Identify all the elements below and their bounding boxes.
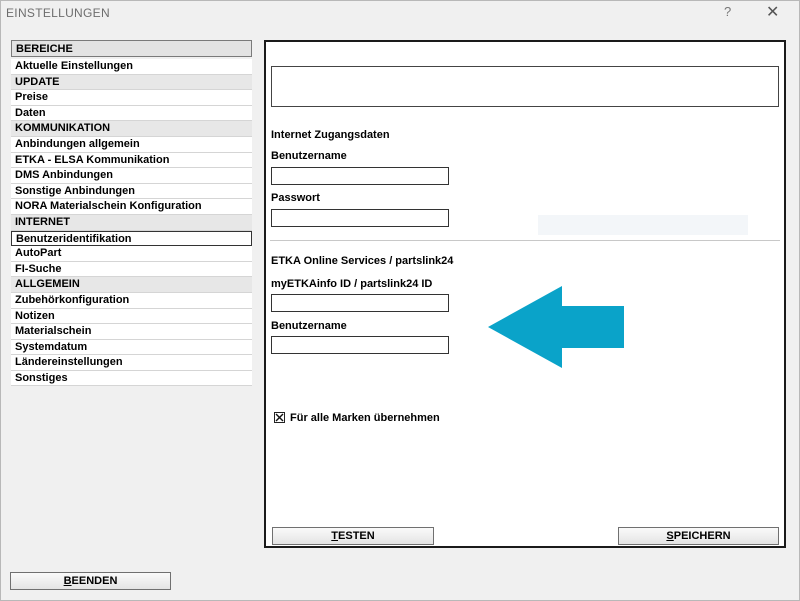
sidebar-item-benutzeridentifikation[interactable]: Benutzeridentifikation [11, 231, 252, 247]
sidebar-header-internet: INTERNET [11, 215, 252, 231]
test-button-label: ESTEN [338, 530, 375, 542]
save-button-mnemonic: S [666, 530, 674, 542]
exit-button[interactable] [10, 572, 171, 590]
sidebar-item-nora-materialschein-konfiguration[interactable]: NORA Materialschein Konfiguration [11, 199, 252, 215]
test-button-mnemonic: T [331, 530, 339, 542]
sidebar-item-daten[interactable]: Daten [11, 106, 252, 122]
sidebar-item-fi-suche[interactable]: FI-Suche [11, 262, 252, 278]
save-button-label: PEICHERN [673, 530, 731, 542]
sidebar-header-bereiche: BEREICHE [11, 40, 252, 57]
sidebar-item-etka-elsa-kommunikation[interactable]: ETKA - ELSA Kommunikation [11, 153, 252, 169]
internet-access-heading: Internet Zugangsdaten [271, 129, 390, 141]
settings-panel [264, 40, 786, 548]
etka-username-input[interactable] [271, 336, 449, 354]
checkmark-x-icon [275, 413, 284, 422]
exit-button-mnemonic: B [63, 575, 72, 587]
sidebar-item-anbindungen-allgemein[interactable]: Anbindungen allgemein [11, 137, 252, 153]
save-button[interactable] [618, 527, 779, 545]
sidebar-item-preise[interactable]: Preise [11, 90, 252, 106]
password-input[interactable] [271, 209, 449, 227]
username-label: Benutzername [271, 150, 347, 162]
sidebar-header-update: UPDATE [11, 75, 252, 91]
pointer-arrow-icon [488, 286, 624, 368]
sidebar-item-zubehörkonfiguration[interactable]: Zubehörkonfiguration [11, 293, 252, 309]
sidebar-item-autopart[interactable]: AutoPart [11, 246, 252, 262]
sidebar-header-kommunikation: KOMMUNIKATION [11, 121, 252, 137]
myetka-id-label: myETKAinfo ID / partslink24 ID [271, 278, 433, 290]
etka-online-heading: ETKA Online Services / partslink24 [271, 255, 454, 267]
sidebar-item-materialschein[interactable]: Materialschein [11, 324, 252, 340]
section-divider [270, 240, 780, 241]
etka-username-label: Benutzername [271, 320, 347, 332]
sidebar-item-ländereinstellungen[interactable]: Ländereinstellungen [11, 355, 252, 371]
all-brands-label[interactable]: Für alle Marken übernehmen [290, 412, 440, 424]
all-brands-checkbox[interactable] [274, 412, 285, 423]
sidebar-item-sonstiges[interactable]: Sonstiges [11, 371, 252, 387]
password-label: Passwort [271, 192, 320, 204]
window-title: EINSTELLUNGEN [6, 6, 110, 20]
sidebar-item-notizen[interactable]: Notizen [11, 309, 252, 325]
info-box [271, 66, 779, 107]
sidebar-header-allgemein: ALLGEMEIN [11, 277, 252, 293]
test-button[interactable] [272, 527, 434, 545]
close-icon[interactable]: ✕ [766, 4, 780, 21]
exit-button-label: EENDEN [71, 575, 118, 587]
faded-hint [538, 215, 748, 235]
sidebar-item-systemdatum[interactable]: Systemdatum [11, 340, 252, 356]
sidebar-item-sonstige-anbindungen[interactable]: Sonstige Anbindungen [11, 184, 252, 200]
myetka-id-input[interactable] [271, 294, 449, 312]
settings-sidebar [11, 40, 252, 386]
sidebar-item-aktuelle-einstellungen[interactable]: Aktuelle Einstellungen [11, 59, 252, 75]
username-input[interactable] [271, 167, 449, 185]
help-button[interactable]: ? [724, 4, 732, 19]
sidebar-item-dms-anbindungen[interactable]: DMS Anbindungen [11, 168, 252, 184]
